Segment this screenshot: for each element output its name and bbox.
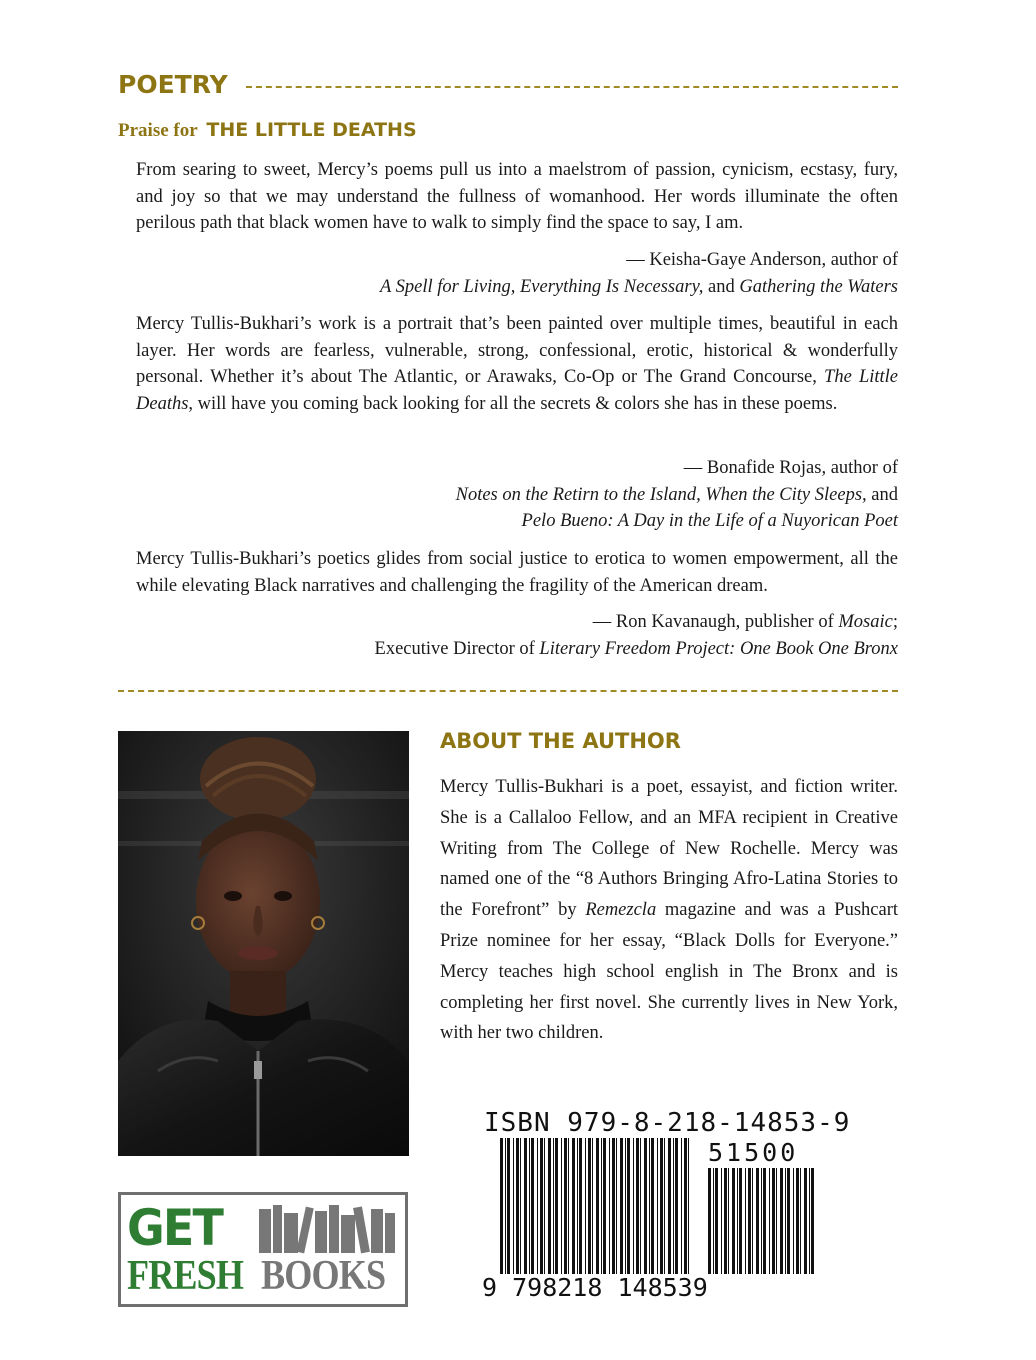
barcode-bar xyxy=(544,1138,545,1274)
barcode-bar xyxy=(649,1138,650,1274)
book-title: THE LITTLE DEATHS xyxy=(206,119,417,141)
barcode-bar xyxy=(668,1138,671,1274)
blurb-text-3: Mercy Tullis-Bukhari’s poetics glides from social justice to erotica to women empowerment, all the while elevating Black narratives and challenging the fragility of the American dream. xyxy=(136,549,898,596)
barcode-bar xyxy=(673,1138,674,1274)
barcode-bar xyxy=(769,1168,770,1274)
barcode-bar xyxy=(548,1138,551,1274)
barcode-bar xyxy=(577,1138,578,1274)
barcode-bar xyxy=(739,1168,742,1274)
barcode-bar xyxy=(737,1168,738,1274)
barcode-bar xyxy=(787,1168,790,1274)
conjunction: and xyxy=(703,276,740,297)
barcode-bar xyxy=(564,1138,567,1274)
barcode-bar xyxy=(688,1138,689,1274)
barcode-bar xyxy=(505,1138,506,1274)
author-photo xyxy=(118,731,409,1156)
barcode-bar xyxy=(603,1138,606,1274)
blurb-attribution-1 xyxy=(198,247,898,300)
work-title: Literary Freedom Project: One Book One Bronx xyxy=(539,638,898,659)
barcode-bar xyxy=(675,1138,678,1274)
barcode-bar xyxy=(644,1138,647,1274)
barcode-bar xyxy=(684,1138,687,1274)
barcode-bar xyxy=(620,1138,623,1274)
blurb-text-2 xyxy=(136,311,898,417)
barcode-bar xyxy=(625,1138,626,1274)
attribution-prefix: — Ron Kavanaugh, publisher of xyxy=(592,612,839,632)
barcode-bar xyxy=(500,1138,503,1274)
barcode-bar xyxy=(524,1138,527,1274)
barcode-bar xyxy=(793,1168,794,1274)
work-title: Gathering the Waters xyxy=(739,276,898,297)
barcode-bar xyxy=(529,1138,530,1274)
barcode-bar xyxy=(721,1168,722,1274)
logo-word-books: BOOKS xyxy=(261,1253,386,1299)
barcode-bar xyxy=(540,1138,543,1274)
blurb-text-1: From searing to sweet, Mercy’s poems pull us into a maelstrom of passion, cynicism, ecstasy, fury, and joy so that we may understand the fullness of womanhood. Her words illuminate the often perilous path that black women have to walk to simply find the space to say, I am. xyxy=(136,160,898,233)
barcode-bar xyxy=(585,1138,586,1274)
attribution-works-2 xyxy=(198,482,898,509)
barcode-bars xyxy=(482,1138,822,1278)
blurb-text-part: Mercy Tullis-Bukhari’s work is a portrait that’s been painted over multiple times, beautiful in each layer. Her words are fearless, vulnerable, strong, confessional, erotic, historical & wonderfully personal. Whether it’s about The Atlantic, or Arawaks, Co-Op or The Grand Concourse, xyxy=(136,314,898,387)
praise-prefix: Praise for xyxy=(118,120,198,141)
barcode-bar xyxy=(651,1138,654,1274)
barcode-bar xyxy=(561,1138,562,1274)
barcode-bar xyxy=(780,1168,783,1274)
barcode-bar xyxy=(612,1138,615,1274)
barcode-bar xyxy=(745,1168,746,1274)
barcode-bar xyxy=(796,1168,799,1274)
barcode-bar xyxy=(785,1168,786,1274)
magazine-title: Remezcla xyxy=(585,900,657,921)
barcode-bar xyxy=(513,1138,514,1274)
about-text xyxy=(440,772,898,1049)
attribution-works-2b xyxy=(198,508,898,535)
attribution-suffix: ; xyxy=(892,612,898,632)
about-text-part: magazine and was a Pushcart Prize nominee for her essay, “Black Dolls for Everyone.” Mercy teaches high school english in The Bronx and is completing her first novel. She currently lives in New York, with her two children. xyxy=(440,900,899,1044)
barcode-bar xyxy=(572,1138,575,1274)
attribution-author-2: — Bonafide Rojas, author of xyxy=(683,458,898,478)
barcode-bar xyxy=(713,1168,714,1274)
work-titles: A Spell for Living, Everything Is Necessary, xyxy=(380,276,704,297)
attribution-role-3 xyxy=(198,636,898,663)
about-heading: ABOUT THE AUTHOR xyxy=(440,729,681,753)
barcode-bar xyxy=(537,1138,538,1274)
barcode-bar xyxy=(664,1138,665,1274)
about-text-part: Mercy Tullis-Bukhari is a poet, essayist, and fiction writer. She is a Callaloo Fellow, and an MFA recipient in Creative Writing from The College of New Rochelle. Mercy was named one of the “8 Authors Bringing Afro-Latina Stories to the Forefront” by xyxy=(440,777,898,921)
conjunction: and xyxy=(866,484,898,505)
barcode-bar xyxy=(772,1168,775,1274)
barcode-bar xyxy=(763,1168,766,1274)
blurb-text-part: , will have you coming back looking for all the secrets & colors she has in these poems. xyxy=(188,393,838,414)
publisher-logo xyxy=(118,1192,408,1307)
logo-word-fresh: FRESH xyxy=(127,1253,244,1299)
barcode-bar xyxy=(800,1168,801,1274)
barcode-bar xyxy=(728,1168,729,1274)
barcode-bar xyxy=(588,1138,591,1274)
praise-heading xyxy=(118,118,417,143)
barcode-bar xyxy=(633,1138,634,1274)
attribution-author-1: — Keisha-Gaye Anderson, author of xyxy=(626,250,898,270)
barcode-bar xyxy=(657,1138,658,1274)
barcode-bar xyxy=(616,1138,617,1274)
attribution-prefix: Executive Director of xyxy=(374,638,540,659)
barcode-bar xyxy=(681,1138,682,1274)
isbn-barcode xyxy=(482,1108,851,1308)
barcode-bar xyxy=(555,1138,558,1274)
barcode-bar xyxy=(636,1138,639,1274)
barcode-bar xyxy=(776,1168,777,1274)
barcode-bar xyxy=(553,1138,554,1274)
barcode-bar xyxy=(752,1168,753,1274)
author-portrait-illustration xyxy=(118,731,409,1156)
work-title: Pelo Bueno: A Day in the Life of a Nuyorican Poet xyxy=(521,511,898,531)
barcode-bar xyxy=(809,1168,810,1274)
barcode-bar xyxy=(724,1168,727,1274)
barcode-bar xyxy=(507,1138,510,1274)
barcode-bar xyxy=(640,1138,641,1274)
book-title-inline: The Little Deaths xyxy=(136,367,899,414)
barcode-bar xyxy=(811,1168,814,1274)
ean-digits: 9 798218 148539 xyxy=(482,1273,708,1302)
bookshelf-icon xyxy=(259,1203,399,1255)
barcode-bar xyxy=(520,1138,521,1274)
logo-word-get: GET xyxy=(127,1199,223,1257)
barcode-bar xyxy=(708,1168,711,1274)
attribution-works-1 xyxy=(198,274,898,301)
barcode-bar xyxy=(596,1138,599,1274)
barcode-bar xyxy=(592,1138,593,1274)
blurb-attribution-3 xyxy=(198,609,898,662)
barcode-bar xyxy=(761,1168,762,1274)
barcode-bar xyxy=(756,1168,759,1274)
section-heading: POETRY xyxy=(118,70,228,99)
price-code: 51500 xyxy=(708,1138,799,1167)
dashed-divider-top xyxy=(246,86,898,88)
barcode-bar xyxy=(568,1138,569,1274)
work-title: Mosaic xyxy=(838,612,893,632)
work-titles: Notes on the Retirn to the Island, When the City Sleeps, xyxy=(455,484,867,505)
attribution-author-3 xyxy=(198,609,898,636)
barcode-bar xyxy=(601,1138,602,1274)
blurb-attribution-2 xyxy=(198,455,898,535)
barcode-bar xyxy=(804,1168,807,1274)
barcode-bar xyxy=(531,1138,534,1274)
barcode-bar xyxy=(609,1138,610,1274)
barcode-bar xyxy=(748,1168,751,1274)
isbn-label: ISBN 979-8-218-14853-9 xyxy=(484,1108,851,1138)
barcode-bar xyxy=(732,1168,735,1274)
barcode-bar xyxy=(579,1138,582,1274)
barcode-bar xyxy=(660,1138,663,1274)
barcode-bar xyxy=(715,1168,718,1274)
barcode-bar xyxy=(516,1138,519,1274)
barcode-bar xyxy=(627,1138,630,1274)
dashed-divider-middle xyxy=(118,690,898,692)
